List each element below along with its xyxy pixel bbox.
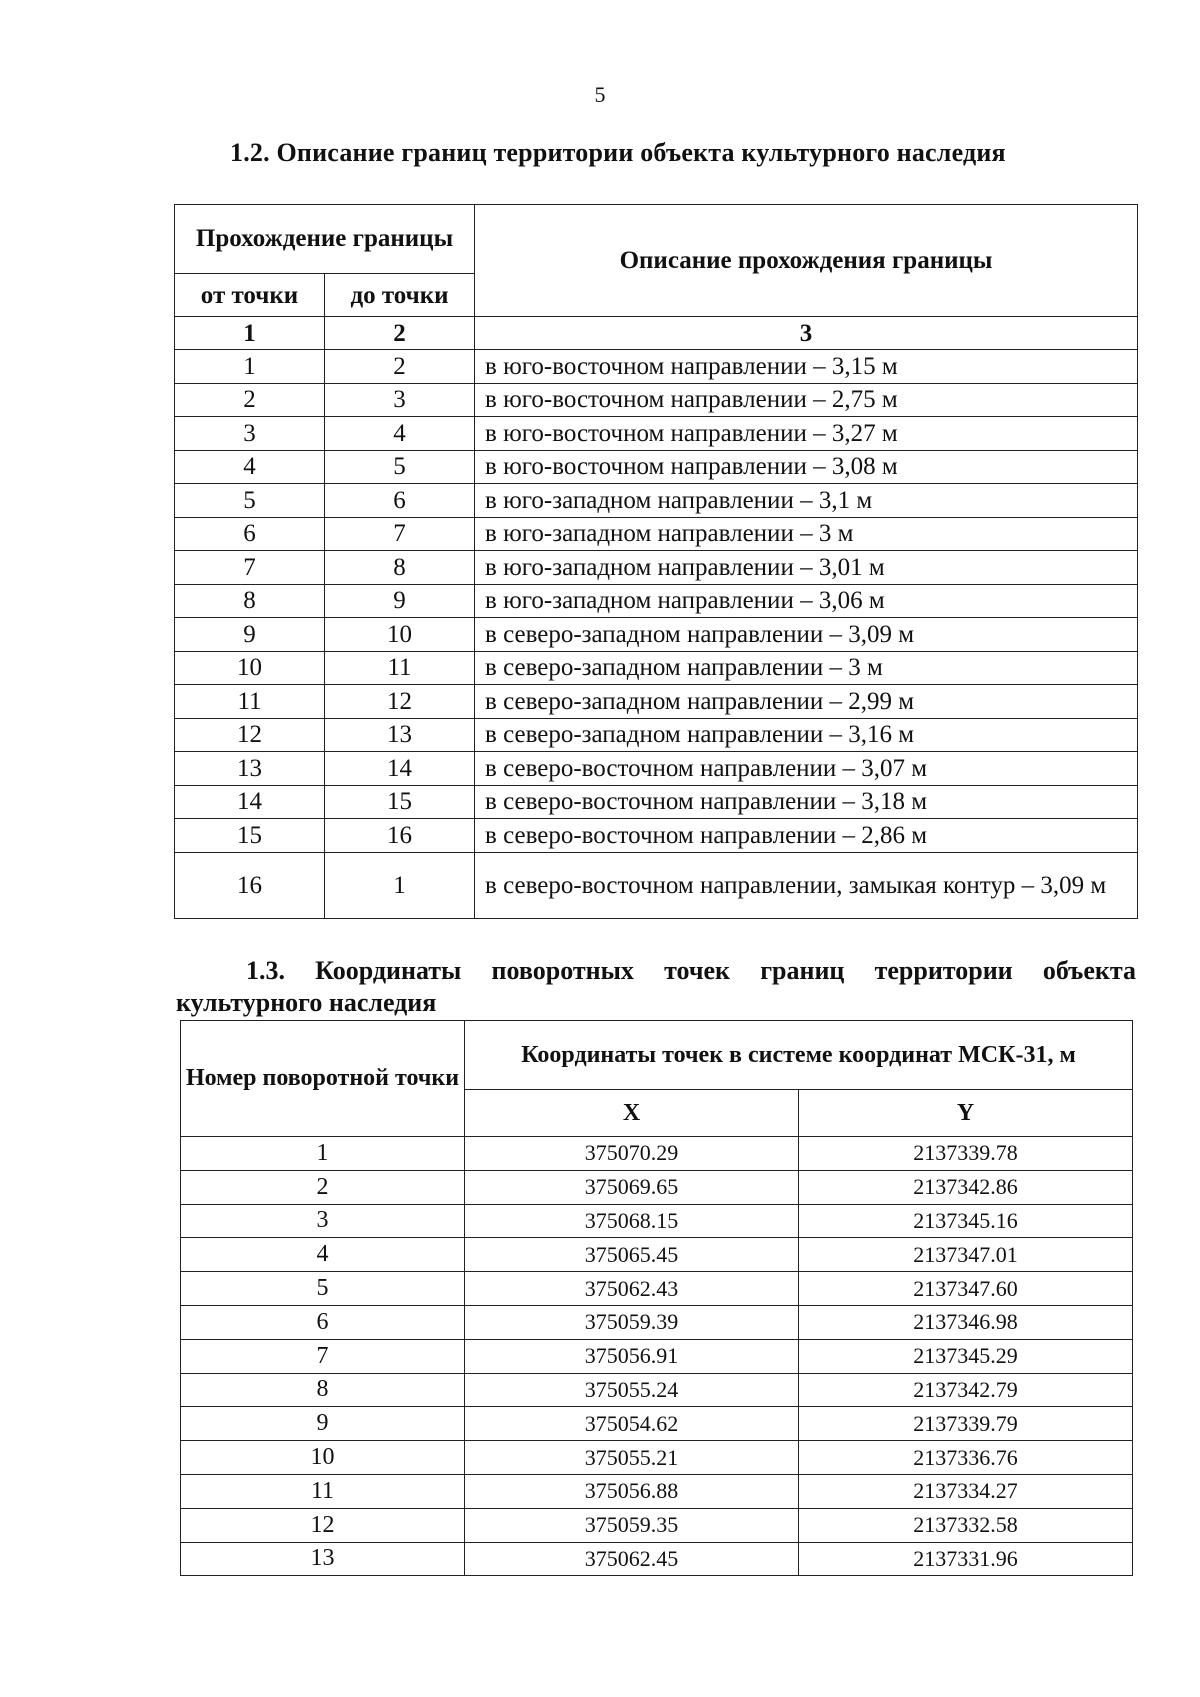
- cell-y: 2137336.76: [799, 1441, 1133, 1475]
- header-coords: Координаты точек в системе координат МСК-31, м: [465, 1021, 1133, 1090]
- table-row: [181, 1204, 1133, 1238]
- cell-to-point: 7: [325, 517, 475, 551]
- cell-description: в юго-восточном направлении – 2,75 м: [475, 383, 1138, 417]
- cell-x: 375065.45: [465, 1238, 799, 1272]
- cell-description: в северо-восточном направлении – 3,07 м: [475, 752, 1138, 786]
- table-row: [181, 1272, 1133, 1306]
- cell-y: 2137342.79: [799, 1373, 1133, 1407]
- table-row: [175, 417, 1138, 451]
- cell-from-point: 11: [175, 685, 325, 719]
- column-number: 1: [175, 317, 325, 350]
- cell-to-point: 13: [325, 718, 475, 752]
- table-row: [181, 1542, 1133, 1576]
- header-x: X: [465, 1090, 799, 1137]
- cell-y: 2137345.16: [799, 1204, 1133, 1238]
- table-row: [175, 383, 1138, 417]
- header-point-number: Номер поворотной точки: [181, 1021, 465, 1137]
- cell-description: в северо-западном направлении – 2,99 м: [475, 685, 1138, 719]
- table-row: [175, 450, 1138, 484]
- table-row: [181, 1170, 1133, 1204]
- table-row: [175, 618, 1138, 652]
- table-row: [181, 1441, 1133, 1475]
- cell-from-point: 2: [175, 383, 325, 417]
- cell-from-point: 1: [175, 350, 325, 384]
- cell-to-point: 16: [325, 819, 475, 853]
- cell-y: 2137332.58: [799, 1508, 1133, 1542]
- cell-point-number: 9: [181, 1407, 465, 1441]
- table-row: [181, 1339, 1133, 1373]
- cell-point-number: 2: [181, 1170, 465, 1204]
- cell-point-number: 4: [181, 1238, 465, 1272]
- cell-from-point: 13: [175, 752, 325, 786]
- boundary-description-table: [174, 204, 1138, 919]
- table-row: [175, 752, 1138, 786]
- cell-x: 375059.39: [465, 1305, 799, 1339]
- cell-point-number: 10: [181, 1441, 465, 1475]
- table-row: [175, 819, 1138, 853]
- table-row: [175, 350, 1138, 384]
- table-row: [181, 1137, 1133, 1171]
- cell-description: в северо-западном направлении – 3,16 м: [475, 718, 1138, 752]
- cell-description: в юго-западном направлении – 3,06 м: [475, 584, 1138, 618]
- cell-to-point: 10: [325, 618, 475, 652]
- cell-y: 2137347.60: [799, 1272, 1133, 1306]
- table-row: [181, 1474, 1133, 1508]
- cell-description: в северо-восточном направлении – 2,86 м: [475, 819, 1138, 853]
- cell-x: 375055.24: [465, 1373, 799, 1407]
- header-passage: Прохождение границы: [175, 205, 475, 274]
- column-number: 2: [325, 317, 475, 350]
- cell-to-point: 11: [325, 651, 475, 685]
- column-number-row: [175, 317, 1138, 350]
- table-header-row: [181, 1021, 1133, 1090]
- cell-x: 375056.91: [465, 1339, 799, 1373]
- title-word: территории: [874, 956, 1013, 985]
- cell-x: 375070.29: [465, 1137, 799, 1171]
- cell-to-point: 8: [325, 551, 475, 585]
- cell-to-point: 1: [325, 852, 475, 918]
- header-from-point: от точки: [175, 274, 325, 317]
- table-row: [175, 718, 1138, 752]
- cell-description: в юго-западном направлении – 3,01 м: [475, 551, 1138, 585]
- title-word: границ: [760, 956, 845, 985]
- cell-x: 375068.15: [465, 1204, 799, 1238]
- cell-from-point: 16: [175, 852, 325, 918]
- table-row: [181, 1508, 1133, 1542]
- cell-from-point: 3: [175, 417, 325, 451]
- table-row: [181, 1238, 1133, 1272]
- cell-description: в северо-западном направлении – 3 м: [475, 651, 1138, 685]
- cell-x: 375056.88: [465, 1474, 799, 1508]
- cell-description: в юго-восточном направлении – 3,15 м: [475, 350, 1138, 384]
- cell-to-point: 2: [325, 350, 475, 384]
- cell-x: 375069.65: [465, 1170, 799, 1204]
- page-number: 5: [594, 82, 606, 107]
- cell-from-point: 10: [175, 651, 325, 685]
- cell-point-number: 11: [181, 1474, 465, 1508]
- table-row: [175, 484, 1138, 518]
- cell-description: в северо-восточном направлении, замыкая контур – 3,09 м: [475, 852, 1138, 918]
- cell-description: в северо-восточном направлении – 3,18 м: [475, 785, 1138, 819]
- section-1-2-title: 1.2. Описание границ территории объекта культурного наследия: [230, 138, 1006, 167]
- table-row: [175, 852, 1138, 918]
- cell-description: в юго-западном направлении – 3,1 м: [475, 484, 1138, 518]
- cell-to-point: 15: [325, 785, 475, 819]
- section-1-3-title: [176, 955, 1136, 1019]
- cell-to-point: 3: [325, 383, 475, 417]
- table-header-row: [175, 205, 1138, 274]
- cell-y: 2137331.96: [799, 1542, 1133, 1576]
- section-1-3-title-line1: [176, 955, 1136, 987]
- cell-point-number: 8: [181, 1373, 465, 1407]
- cell-point-number: 13: [181, 1542, 465, 1576]
- table-row: [175, 517, 1138, 551]
- cell-from-point: 9: [175, 618, 325, 652]
- cell-x: 375059.35: [465, 1508, 799, 1542]
- cell-x: 375062.43: [465, 1272, 799, 1306]
- cell-from-point: 5: [175, 484, 325, 518]
- table-row: [181, 1373, 1133, 1407]
- turning-points-coordinates-table: [180, 1020, 1133, 1576]
- cell-description: в северо-западном направлении – 3,09 м: [475, 618, 1138, 652]
- cell-point-number: 6: [181, 1305, 465, 1339]
- title-word: Координаты: [315, 956, 462, 985]
- cell-from-point: 15: [175, 819, 325, 853]
- cell-point-number: 5: [181, 1272, 465, 1306]
- cell-from-point: 7: [175, 551, 325, 585]
- table-row: [175, 551, 1138, 585]
- cell-y: 2137334.27: [799, 1474, 1133, 1508]
- table-row: [175, 651, 1138, 685]
- table-row: [181, 1407, 1133, 1441]
- cell-y: 2137346.98: [799, 1305, 1133, 1339]
- title-word: точек: [664, 956, 731, 985]
- cell-description: в юго-восточном направлении – 3,27 м: [475, 417, 1138, 451]
- cell-x: 375062.45: [465, 1542, 799, 1576]
- cell-point-number: 12: [181, 1508, 465, 1542]
- cell-x: 375055.21: [465, 1441, 799, 1475]
- cell-to-point: 12: [325, 685, 475, 719]
- cell-y: 2137339.79: [799, 1407, 1133, 1441]
- cell-x: 375054.62: [465, 1407, 799, 1441]
- cell-to-point: 4: [325, 417, 475, 451]
- cell-y: 2137347.01: [799, 1238, 1133, 1272]
- cell-from-point: 8: [175, 584, 325, 618]
- title-word: поворотных: [491, 956, 634, 985]
- table-row: [175, 685, 1138, 719]
- title-word: объекта: [1042, 956, 1136, 985]
- cell-point-number: 1: [181, 1137, 465, 1171]
- table-row: [181, 1305, 1133, 1339]
- cell-to-point: 9: [325, 584, 475, 618]
- header-description: Описание прохождения границы: [475, 205, 1138, 317]
- cell-point-number: 7: [181, 1339, 465, 1373]
- cell-y: 2137345.29: [799, 1339, 1133, 1373]
- cell-from-point: 6: [175, 517, 325, 551]
- header-y: Y: [799, 1090, 1133, 1137]
- cell-to-point: 6: [325, 484, 475, 518]
- cell-y: 2137342.86: [799, 1170, 1133, 1204]
- table-row: [175, 584, 1138, 618]
- column-number: 3: [475, 317, 1138, 350]
- cell-description: в юго-западном направлении – 3 м: [475, 517, 1138, 551]
- cell-to-point: 14: [325, 752, 475, 786]
- cell-description: в юго-восточном направлении – 3,08 м: [475, 450, 1138, 484]
- cell-from-point: 14: [175, 785, 325, 819]
- title-word: 1.3.: [246, 956, 285, 985]
- section-1-3-title-line2: культурного наследия: [176, 988, 437, 1017]
- cell-to-point: 5: [325, 450, 475, 484]
- cell-from-point: 4: [175, 450, 325, 484]
- table-row: [175, 785, 1138, 819]
- cell-from-point: 12: [175, 718, 325, 752]
- header-to-point: до точки: [325, 274, 475, 317]
- cell-y: 2137339.78: [799, 1137, 1133, 1171]
- cell-point-number: 3: [181, 1204, 465, 1238]
